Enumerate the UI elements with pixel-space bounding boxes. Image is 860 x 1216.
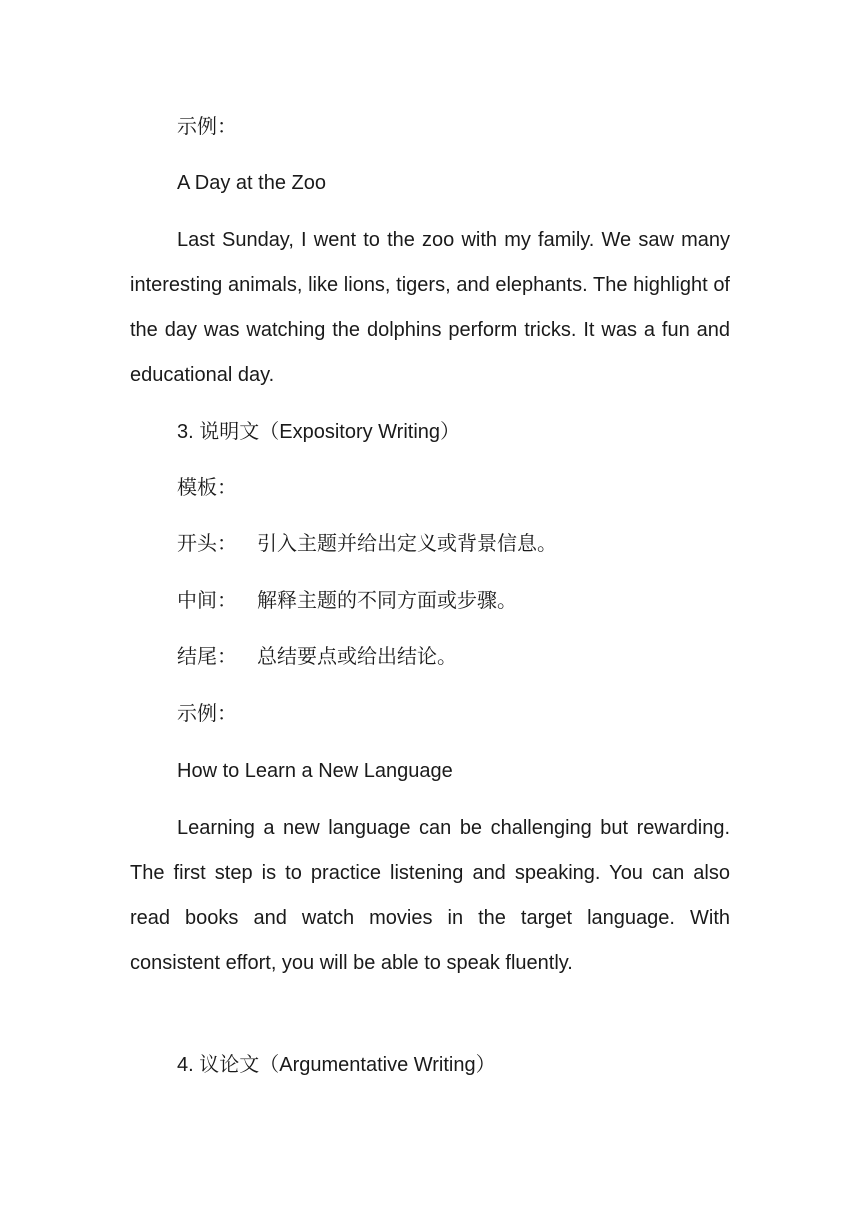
- template-desc: 解释主题的不同方面或步骤。: [257, 590, 517, 612]
- template-term: 结尾：: [177, 646, 237, 668]
- template-term: 开头：: [177, 533, 237, 555]
- example-paragraph: Last Sunday, I went to the zoo with my family. We saw many interesting animals, like lions, tigers, and elephants. The highlight of the day was watching the dolphins perform tricks. It was a fun and educational day.: [130, 229, 730, 386]
- example-title-2: How to Learn a New Language: [177, 760, 453, 782]
- template-label: 模板：: [177, 477, 237, 499]
- example-title: A Day at the Zoo: [177, 172, 326, 194]
- template-item-middle: [177, 579, 517, 624]
- template-item-opening: [177, 522, 557, 567]
- template-desc: 引入主题并给出定义或背景信息。: [257, 533, 557, 555]
- example-label: 示例：: [177, 116, 237, 138]
- template-term: 中间：: [177, 590, 237, 612]
- section-heading-argumentative: 4. 议论文（Argumentative Writing）: [177, 1054, 496, 1076]
- section-heading-expository: 3. 说明文（Expository Writing）: [177, 421, 461, 443]
- example-label-2: 示例：: [177, 703, 237, 725]
- template-item-ending: [177, 635, 457, 680]
- template-desc: 总结要点或给出结论。: [257, 646, 457, 668]
- example-paragraph-2: Learning a new language can be challenging but rewarding. The first step is to practice listening and speaking. You can also read books and watch movies in the target language. With consistent effort, you will be able to speak fluently.: [130, 817, 730, 974]
